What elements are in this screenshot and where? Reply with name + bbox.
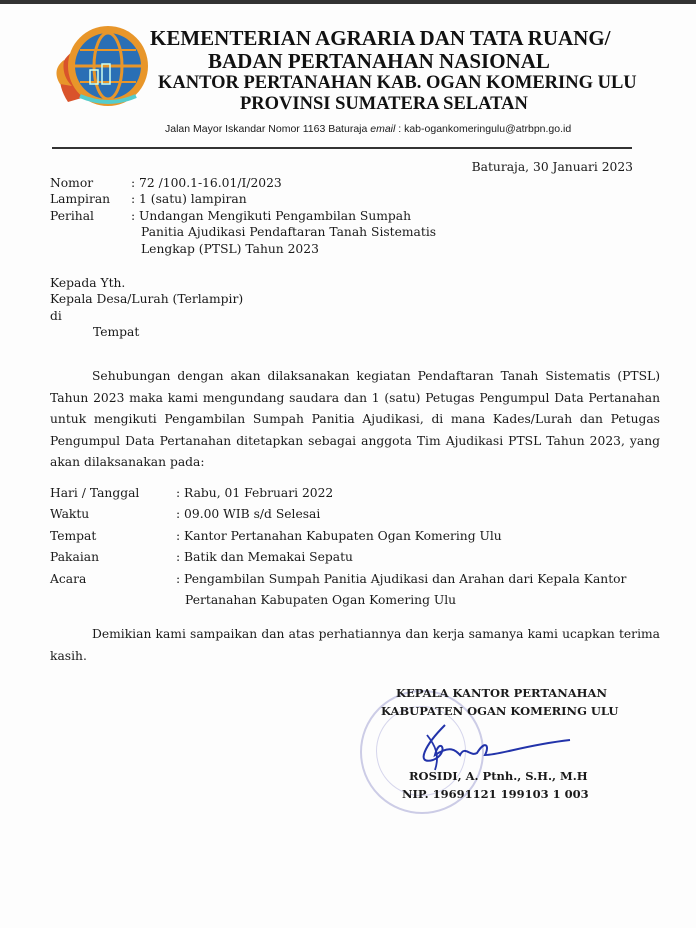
detail-value-place: : Kantor Pertanahan Kabupaten Ogan Komering Ulu <box>176 529 502 543</box>
meta-value-nomor: : 72 /100.1-16.01/I/2023 <box>131 176 282 190</box>
detail-label-agenda: Acara <box>50 572 87 586</box>
detail-label-time: Waktu <box>50 507 90 521</box>
meta-label-nomor: Nomor <box>50 176 94 190</box>
scan-edge <box>0 0 696 4</box>
signatory-title-2: KABUPATEN OGAN KOMERING ULU <box>381 704 619 718</box>
closing-paragraph: Demikian kami sampaikan dan atas perhatiannya dan kerja samanya kami ucapkan terima kasih. <box>50 627 660 663</box>
detail-value-agenda: : Pengambilan Sumpah Panitia Ajudikasi dan Arahan dari Kepala Kantor <box>176 572 627 586</box>
detail-label-attire: Pakaian <box>50 550 100 564</box>
header-province: PROVINSI SUMATERA SELATAN <box>240 94 528 114</box>
detail-agenda-cont: Pertanahan Kabupaten Ogan Komering Ulu <box>185 593 457 607</box>
detail-label-place: Tempat <box>50 529 97 543</box>
signatory-name: ROSIDI, A. Ptnh., S.H., M.H <box>409 769 588 783</box>
detail-value-time: : 09.00 WIB s/d Selesai <box>176 507 321 521</box>
meta-value-perihal: : Undangan Mengikuti Pengambilan Sumpah <box>131 209 412 223</box>
email-text: : kab-ogankomeringulu@atrbpn.go.id <box>395 123 572 135</box>
email-label: email <box>370 123 396 135</box>
header-divider <box>52 147 632 149</box>
detail-value-attire: : Batik dan Memakai Sepatu <box>176 550 353 564</box>
signatory-title-1: KEPALA KANTOR PERTANAHAN <box>396 686 607 700</box>
recipient-greeting: Kepada Yth. <box>50 276 126 290</box>
signatory-nip: NIP. 19691121 199103 1 003 <box>402 787 589 801</box>
meta-label-lampiran: Lampiran <box>50 192 111 206</box>
header-agency: BADAN PERTANAHAN NASIONAL <box>208 49 550 73</box>
header-address <box>165 123 571 135</box>
header-ministry: KEMENTERIAN AGRARIA DAN TATA RUANG/ <box>150 26 611 50</box>
body-paragraph: Sehubungan dengan akan dilaksanakan kegiatan Pendaftaran Tanah Sistematis (PTSL) Tahun 2023 maka kami mengundang saudara dan 1 (satu) Petugas Pengumpul Data Pertanahan untuk mengikuti Pengambilan Sumpah Panitia Ajudikasi, di mana Kades/Lurah dan Petugas Pengumpul Data Pertanahan ditetapkan sebagai anggota Tim Ajudikasi PTSL Tahun 2023, yang akan dilaksanakan pada: <box>50 369 660 470</box>
recipient-di: di <box>50 309 62 323</box>
perihal-line-2: Panitia Ajudikasi Pendaftaran Tanah Sistematis <box>141 225 437 239</box>
address-text: Jalan Mayor Iskandar Nomor 1163 Baturaja <box>165 123 371 135</box>
detail-value-date: : Rabu, 01 Februari 2022 <box>176 486 334 500</box>
handwritten-signature <box>405 715 575 775</box>
detail-label-date: Hari / Tanggal <box>50 486 140 500</box>
recipient-name: Kepala Desa/Lurah (Terlampir) <box>50 292 244 306</box>
recipient-place: Tempat <box>93 325 140 339</box>
letter-date: Baturaja, 30 Januari 2023 <box>471 160 633 174</box>
perihal-line-3: Lengkap (PTSL) Tahun 2023 <box>141 242 319 256</box>
meta-value-lampiran: : 1 (satu) lampiran <box>131 192 247 206</box>
header-office: KANTOR PERTANAHAN KAB. OGAN KOMERING ULU <box>158 73 637 93</box>
meta-label-perihal: Perihal <box>50 209 94 223</box>
bpn-logo <box>50 22 152 114</box>
